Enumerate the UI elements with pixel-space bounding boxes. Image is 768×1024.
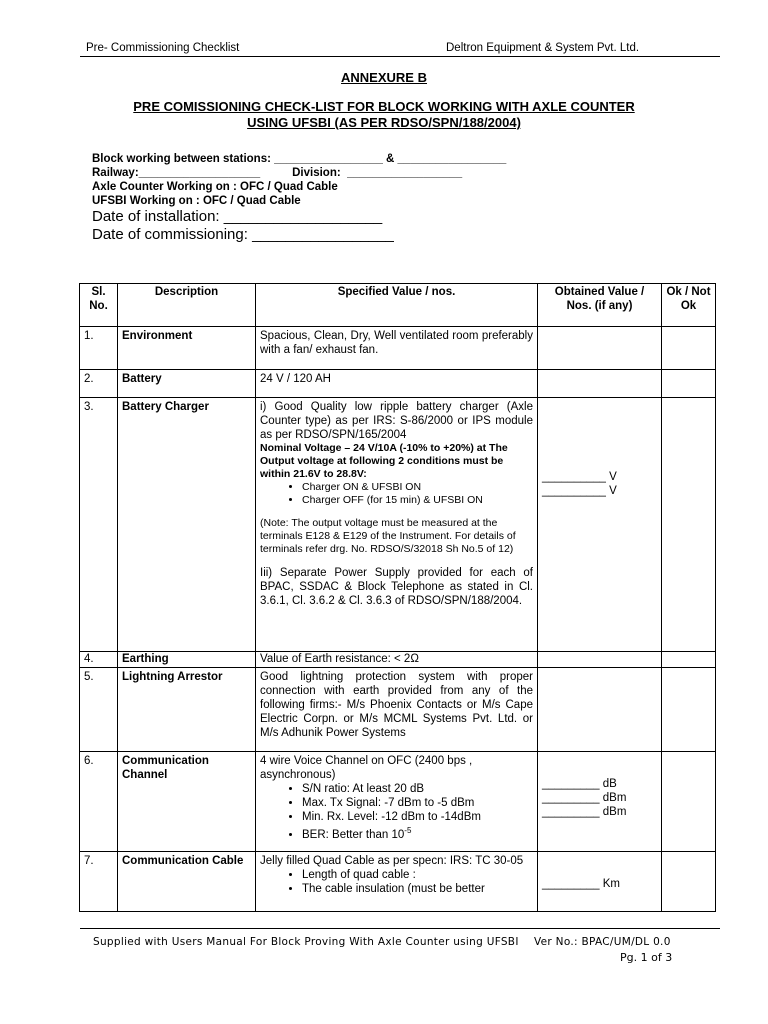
header-rule <box>80 56 720 57</box>
stations-field: Block working between stations: _________________ & _________________ <box>92 153 507 165</box>
ufsbi-field: UFSBI Working on : OFC / Quad Cable <box>92 195 301 207</box>
table-row <box>80 370 716 398</box>
row-description: Battery <box>118 370 256 398</box>
charger-note: (Note: The output voltage must be measured at the terminals E128 & E129 of the Instrument. For details of terminals refer drg. No. RDSO/S/32018 Sh No.5 of 12) <box>260 517 516 555</box>
title-line-1: PRE COMISSIONING CHECK-LIST FOR BLOCK WORKING WITH AXLE COUNTER <box>133 99 635 114</box>
commissioning-date-field: Date of commissioning: _________________ <box>92 226 394 243</box>
row-ok[interactable] <box>662 398 716 652</box>
charger-condition-2: • Charger OFF (for 15 min) & UFSBI ON <box>302 494 533 507</box>
row-sl: 6. <box>80 752 118 852</box>
cable-length: • Length of quad cable : <box>302 868 533 882</box>
cable-spec: Jelly filled Quad Cable as per specn: IRS: TC 30-05 <box>260 855 524 867</box>
charger-spec-i: i) Good Quality low ripple battery charger (Axle Counter type) as per IRS: S-86/2000 or IPS module as per RDSO/SPN/165/2004 <box>260 401 533 441</box>
cable-insulation: • The cable insulation (must be better <box>302 882 533 896</box>
sn-ratio: • S/N ratio: At least 20 dB <box>302 782 533 796</box>
checklist-table <box>79 283 716 912</box>
rx-level-field[interactable]: _________ dBm <box>542 806 627 818</box>
row-ok[interactable] <box>662 652 716 668</box>
row-specified: Value of Earth resistance: < 2Ω <box>256 652 538 668</box>
row-obtained[interactable] <box>538 327 662 370</box>
header-right: Deltron Equipment & System Pvt. Ltd. <box>446 42 640 54</box>
max-tx-signal: • Max. Tx Signal: -7 dBm to -5 dBm <box>302 796 533 810</box>
row-description: Communication Channel <box>118 752 256 852</box>
ber-text: BER: Better than 10 <box>302 828 405 841</box>
page-number: Pg. 1 of 3 <box>620 951 673 964</box>
footer-version: Ver No.: BPAC/UM/DL 0.0 <box>534 936 671 948</box>
row-description: Environment <box>118 327 256 370</box>
table-header-row <box>80 284 716 327</box>
row-specified: Good lightning protection system with proper connection with earth provided from any of the following firms:- M/s Phoenix Contacts or M/s Cape Electric Corpn. or M/s MCML Systems Pvt. Ltd. or M/s Adhunik Power Systems <box>256 668 538 752</box>
axle-counter-field: Axle Counter Working on : OFC / Quad Cable <box>92 181 338 193</box>
row-ok[interactable] <box>662 852 716 912</box>
charger-condition-1: • Charger ON & UFSBI ON <box>302 481 533 494</box>
footer-left: Supplied with Users Manual For Block Proving With Axle Counter using UFSBI <box>93 936 519 948</box>
row-description: Communication Cable <box>118 852 256 912</box>
header-sl: Sl. No. <box>80 284 118 327</box>
row-description: Lightning Arrestor <box>118 668 256 752</box>
row-obtained[interactable] <box>538 370 662 398</box>
row-obtained[interactable] <box>538 652 662 668</box>
channel-spec: 4 wire Voice Channel on OFC (2400 bps , asynchronous) <box>260 755 473 781</box>
row-sl: 2. <box>80 370 118 398</box>
row-ok[interactable] <box>662 370 716 398</box>
min-rx-level: • Min. Rx. Level: -12 dBm to -14dBm <box>302 810 533 824</box>
footer-rule <box>80 928 720 929</box>
ber-item <box>302 824 533 842</box>
header-left: Pre- Commissioning Checklist <box>86 42 240 54</box>
installation-date-field: Date of installation: ___________________ <box>92 208 383 225</box>
title-line-2: USING UFSBI (AS PER RDSO/SPN/188/2004) <box>247 115 521 130</box>
row-obtained[interactable] <box>538 852 662 912</box>
annexure-label: ANNEXURE B <box>341 70 427 85</box>
table-row <box>80 652 716 668</box>
row-sl: 5. <box>80 668 118 752</box>
row-sl: 1. <box>80 327 118 370</box>
table-row <box>80 752 716 852</box>
header-specified: Specified Value / nos. <box>256 284 538 327</box>
charger-nominal-voltage: Nominal Voltage – 24 V/10A (-10% to +20%) at The Output voltage at following 2 conditions must be within 21.6V to 28.8V: <box>260 442 508 480</box>
row-description: Battery Charger <box>118 398 256 652</box>
row-sl: 7. <box>80 852 118 912</box>
row-specified: Spacious, Clean, Dry, Well ventilated room preferably with a fan/ exhaust fan. <box>256 327 538 370</box>
row-ok[interactable] <box>662 752 716 852</box>
header-description: Description <box>118 284 256 327</box>
row-specified <box>256 398 538 652</box>
table-row <box>80 852 716 912</box>
row-ok[interactable] <box>662 327 716 370</box>
table-row <box>80 668 716 752</box>
sn-ratio-field[interactable]: _________ dB <box>542 778 617 790</box>
row-obtained[interactable] <box>538 668 662 752</box>
charger-spec-iii: Iii) Separate Power Supply provided for each of BPAC, SSDAC & Block Telephone as stated in Cl. 3.6.1, Cl. 3.6.2 & Cl. 3.6.3 of RDSO/SPN/188/2004. <box>260 567 533 607</box>
row-specified: 24 V / 120 AH <box>256 370 538 398</box>
ber-exponent: -5 <box>404 826 412 835</box>
cable-length-field[interactable]: _________ Km <box>542 878 621 890</box>
tx-signal-field[interactable]: _________ dBm <box>542 792 627 804</box>
row-sl: 3. <box>80 398 118 652</box>
header-ok: Ok / Not Ok <box>662 284 716 327</box>
table-row <box>80 327 716 370</box>
header-obtained: Obtained Value / Nos. (if any) <box>538 284 662 327</box>
row-obtained[interactable] <box>538 398 662 652</box>
row-description: Earthing <box>118 652 256 668</box>
charger-off-voltage-field[interactable]: __________ V <box>542 485 617 497</box>
railway-field: Railway:___________________ Division: __________________ <box>92 167 463 179</box>
row-specified <box>256 752 538 852</box>
table-row <box>80 398 716 652</box>
row-specified <box>256 852 538 912</box>
document-title <box>60 99 708 131</box>
row-obtained[interactable] <box>538 752 662 852</box>
charger-on-voltage-field[interactable]: __________ V <box>542 471 617 483</box>
row-sl: 4. <box>80 652 118 668</box>
row-ok[interactable] <box>662 668 716 752</box>
